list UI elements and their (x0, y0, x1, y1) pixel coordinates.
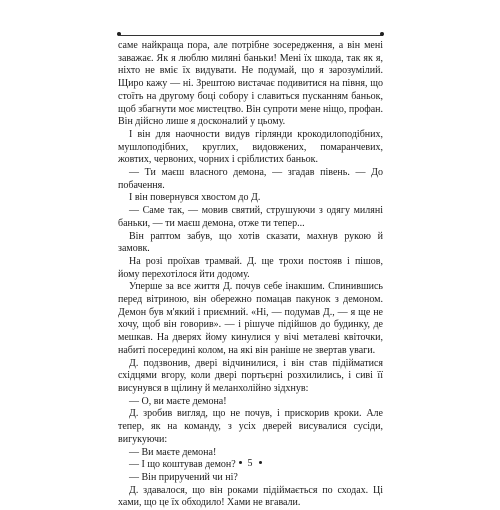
paragraph: Він раптом забув, що хотів сказати, махнув рукою й замовк. (118, 230, 383, 255)
paragraph: І він для наочности видув гірлянди крокодилоподібних, мушлоподібних, круглих, видовжених, помаранчевих, жовтих, червоних, чорних і сріблистих баньок. (118, 128, 383, 166)
footer-bullet-left (239, 461, 242, 464)
paragraph: — Ви маєте демона! (129, 446, 217, 458)
footer-bullet-right (259, 461, 262, 464)
paragraph: — І що коштував демон? (129, 459, 236, 471)
rule-dot-right (380, 32, 384, 36)
paragraph: Уперше за все життя Д. почув себе інакшим. Спинившись перед вітриною, він обережно помацав пакунок з демоном. Демон був м'який і приємний. «Ні, — подумав Д., — я ще не хочу, щоб він говорив». — і рішуче підійшов до будинку, де мешкав. На дверях йому кинулися у вічі металеві квіточки, набиті посередині колом, на які він раніше не звертав уваги. (118, 281, 383, 356)
page-footer (0, 458, 500, 470)
paragraph: саме найкраща пора, але потрібне зосередження, а він мені заважає. Як я люблю миляні баньки! Мені їх шкода, так як я, ніхто не вміє їх видувати. Не подумай, що я зарозумілий. Щиро кажу — ні. Зрештою вистачає подивитися на півня, що стоїть на другому боці собору і славиться пусканням баньок, щоб збагнути моє мистецтво. Він супроти мене ніщо, профан. Він дійсно лише я досконалий у цьому. (118, 40, 383, 128)
paragraph: — Ти маєш власного демона, — згадав півень. — До побачення. (118, 167, 383, 191)
paragraph: Д. зробив вигляд, що не почув, і прискорив кроки. Але тепер, як на команду, з усіх дверей висувалися сусіди, вигукуючи: (118, 408, 383, 445)
paragraph: І він повернувся хвостом до Д. (129, 192, 261, 204)
paragraph: — О, ви маєте демона! (129, 395, 227, 407)
page-number: 5 (247, 458, 253, 469)
header-rule (118, 35, 383, 36)
body-text (118, 40, 383, 510)
paragraph: — Саме так, — мовив святий, струшуючи з одягу миляні баньки, — ти маєш демона, отже ти тепер... (118, 205, 383, 229)
paragraph: — Він приручений чи ні? (129, 471, 238, 483)
paragraph: Д. подзвонив, двері відчинилися, і він став підійматися східцями вгору, коли двері портьєрні розхилились, і сиві її висунувся в щілину й меланхолійно зідхнув: (118, 357, 383, 394)
paragraph: На розі проїхав трамвай. Д. ще трохи постояв і пішов, йому перехотілося йти додому. (118, 255, 383, 280)
paragraph: Д. здавалося, що він роками підіймається по сходах. Ці хами, що це їх обходило! Хами не вгавали. (118, 484, 383, 509)
